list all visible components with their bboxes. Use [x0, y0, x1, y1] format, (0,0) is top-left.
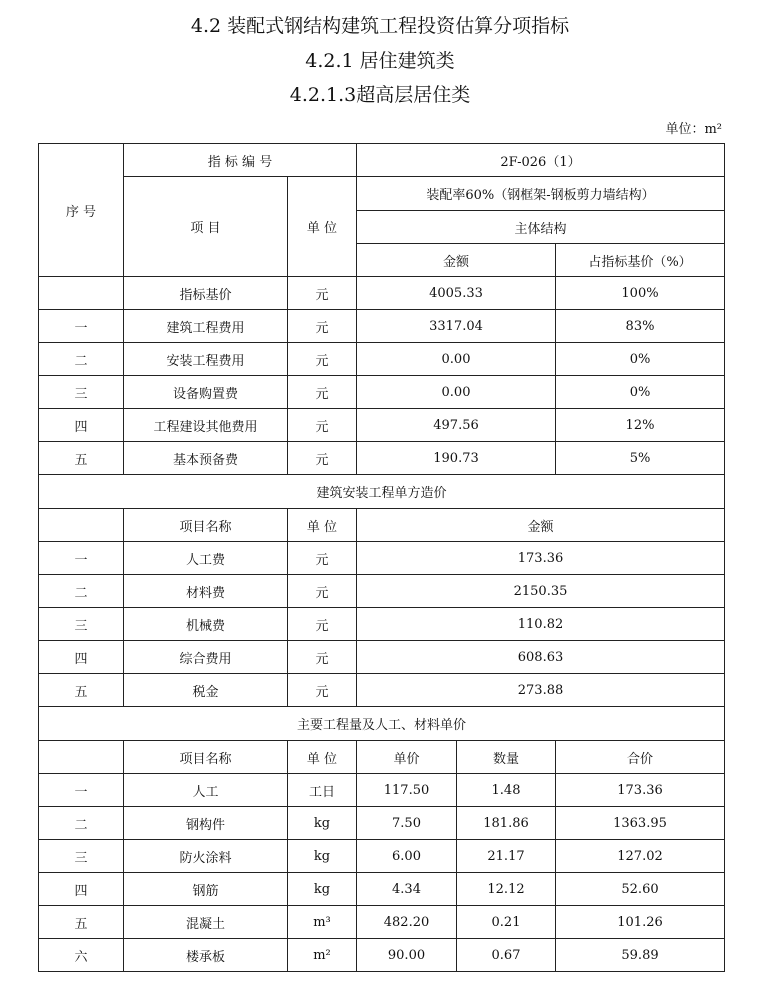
row-name: 人工 [124, 774, 288, 807]
row-ratio: 100% [556, 277, 725, 310]
main-title: 4.2 装配式钢结构建筑工程投资估算分项指标 [190, 15, 570, 37]
row-total: 127.02 [556, 840, 725, 873]
row-ratio: 83% [556, 310, 725, 343]
row-name: 钢筋 [124, 873, 288, 906]
row-seq: 五 [39, 906, 124, 939]
row-seq: 五 [39, 442, 124, 475]
row-seq: 六 [39, 939, 124, 972]
row-unit: 元 [288, 310, 357, 343]
row-qty: 21.17 [457, 840, 556, 873]
row-unit: 元 [288, 442, 357, 475]
row-seq: 四 [39, 873, 124, 906]
row-price: 117.50 [357, 774, 457, 807]
row-amount: 2150.35 [357, 575, 725, 608]
row-amount: 273.88 [357, 674, 725, 707]
row-qty: 1.48 [457, 774, 556, 807]
col-unit-header: 单 位 [288, 741, 357, 774]
row-unit: 元 [288, 376, 357, 409]
item-header: 项 目 [124, 177, 288, 277]
row-seq: 五 [39, 674, 124, 707]
row-unit: 元 [288, 542, 357, 575]
row-unit: kg [288, 807, 357, 840]
row-name: 指标基价 [124, 277, 288, 310]
row-unit: kg [288, 840, 357, 873]
row-price: 4.34 [357, 873, 457, 906]
section-title-row [39, 475, 725, 509]
unit-cost-row [39, 641, 725, 674]
seq-blank [39, 509, 124, 542]
row-amount: 173.36 [357, 542, 725, 575]
row-amount: 4005.33 [357, 277, 556, 310]
row-name: 安装工程费用 [124, 343, 288, 376]
row-ratio: 5% [556, 442, 725, 475]
row-total: 1363.95 [556, 807, 725, 840]
col-total-header: 合价 [556, 741, 725, 774]
row-seq: 二 [39, 343, 124, 376]
unit-cost-row [39, 674, 725, 707]
index-table [38, 143, 725, 972]
row-name: 综合费用 [124, 641, 288, 674]
material-row [39, 807, 725, 840]
index-code: 2F-026（1） [357, 144, 725, 177]
material-row [39, 840, 725, 873]
row-unit: 工日 [288, 774, 357, 807]
cost-row [39, 310, 725, 343]
cost-row [39, 409, 725, 442]
row-total: 59.89 [556, 939, 725, 972]
col-price-header: 单价 [357, 741, 457, 774]
seq-blank [39, 741, 124, 774]
row-qty: 0.67 [457, 939, 556, 972]
row-seq: 四 [39, 641, 124, 674]
row-unit: kg [288, 873, 357, 906]
unit-cost-row [39, 575, 725, 608]
index-code-label: 指 标 编 号 [124, 144, 357, 177]
cost-row [39, 277, 725, 310]
material-row [39, 939, 725, 972]
seq-header: 序 号 [39, 144, 124, 277]
row-name: 工程建设其他费用 [124, 409, 288, 442]
assembly-rate: 装配率60%（钢框架-钢板剪力墙结构） [357, 177, 725, 211]
row-name: 防火涂料 [124, 840, 288, 873]
cost-row [39, 442, 725, 475]
row-name: 设备购置费 [124, 376, 288, 409]
row-price: 6.00 [357, 840, 457, 873]
row-seq: 三 [39, 840, 124, 873]
material-row [39, 873, 725, 906]
row-ratio: 0% [556, 343, 725, 376]
row-ratio: 12% [556, 409, 725, 442]
row-name: 楼承板 [124, 939, 288, 972]
main-structure-header: 主体结构 [357, 211, 725, 244]
row-unit: 元 [288, 277, 357, 310]
unit-note: 单位：m² [665, 122, 722, 137]
row-seq: 三 [39, 608, 124, 641]
row-unit: 元 [288, 641, 357, 674]
row-name: 基本预备费 [124, 442, 288, 475]
row-amount: 497.56 [357, 409, 556, 442]
row-qty: 0.21 [457, 906, 556, 939]
row-unit: 元 [288, 608, 357, 641]
row-amount: 190.73 [357, 442, 556, 475]
col-name-header: 项目名称 [124, 741, 288, 774]
row-amount: 0.00 [357, 376, 556, 409]
row-ratio: 0% [556, 376, 725, 409]
row-amount: 608.63 [357, 641, 725, 674]
col-name-header: 项目名称 [124, 509, 288, 542]
col-amount-header: 金额 [357, 509, 725, 542]
section-title: 建筑安装工程单方造价 [39, 475, 725, 509]
row-seq: 四 [39, 409, 124, 442]
section-header-row [39, 741, 725, 774]
row-unit: 元 [288, 343, 357, 376]
row-seq: 二 [39, 807, 124, 840]
row-price: 482.20 [357, 906, 457, 939]
amount-header: 金额 [357, 244, 556, 277]
row-seq: 一 [39, 542, 124, 575]
row-name: 税金 [124, 674, 288, 707]
material-row [39, 906, 725, 939]
row-unit: m³ [288, 906, 357, 939]
row-qty: 181.86 [457, 807, 556, 840]
row-unit: 元 [288, 575, 357, 608]
cost-row [39, 376, 725, 409]
row-seq: 二 [39, 575, 124, 608]
row-qty: 12.12 [457, 873, 556, 906]
unit-cost-row [39, 542, 725, 575]
row-name: 钢构件 [124, 807, 288, 840]
row-unit: m² [288, 939, 357, 972]
row-total: 173.36 [556, 774, 725, 807]
subtitle-2: 4.2.1.3超高层居住类 [289, 84, 471, 106]
row-seq [39, 277, 124, 310]
row-amount: 3317.04 [357, 310, 556, 343]
ratio-header: 占指标基价（%） [556, 244, 725, 277]
section-header-row [39, 509, 725, 542]
row-name: 人工费 [124, 542, 288, 575]
unit-header: 单 位 [288, 177, 357, 277]
col-unit-header: 单 位 [288, 509, 357, 542]
section-title-row [39, 707, 725, 741]
subtitle-1: 4.2.1 居住建筑类 [305, 50, 455, 72]
row-name: 机械费 [124, 608, 288, 641]
row-total: 101.26 [556, 906, 725, 939]
row-seq: 三 [39, 376, 124, 409]
section-title: 主要工程量及人工、材料单价 [39, 707, 725, 741]
row-amount: 110.82 [357, 608, 725, 641]
row-name: 建筑工程费用 [124, 310, 288, 343]
row-unit: 元 [288, 674, 357, 707]
col-qty-header: 数量 [457, 741, 556, 774]
row-price: 7.50 [357, 807, 457, 840]
row-name: 混凝土 [124, 906, 288, 939]
row-price: 90.00 [357, 939, 457, 972]
row-amount: 0.00 [357, 343, 556, 376]
material-row [39, 774, 725, 807]
row-total: 52.60 [556, 873, 725, 906]
row-seq: 一 [39, 774, 124, 807]
cost-row [39, 343, 725, 376]
row-unit: 元 [288, 409, 357, 442]
unit-cost-row [39, 608, 725, 641]
row-name: 材料费 [124, 575, 288, 608]
row-seq: 一 [39, 310, 124, 343]
